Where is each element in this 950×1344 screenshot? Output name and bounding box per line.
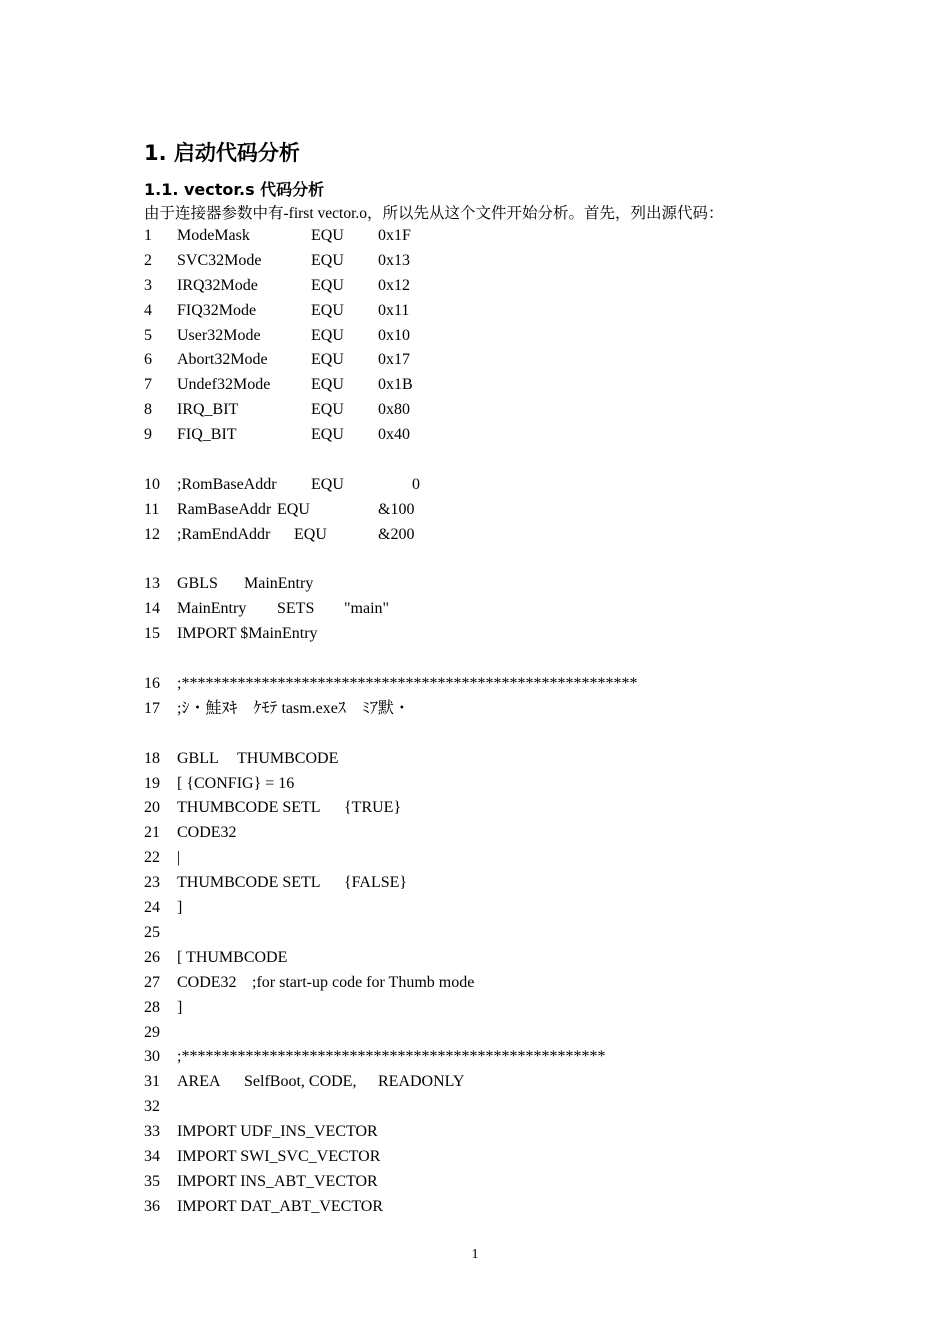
code-token: RamBaseAddr [177, 500, 272, 518]
code-line [144, 1070, 844, 1095]
code-token: MainEntry [244, 575, 314, 593]
code-line [144, 747, 844, 772]
code-token: ;***************************************************** [177, 1048, 606, 1066]
code-line [144, 1195, 844, 1220]
code-line [144, 1120, 844, 1145]
code-token: EQU [311, 426, 344, 444]
line-number: 34 [144, 1147, 160, 1165]
code-token: 0x12 [378, 276, 410, 294]
code-token: GBLL [177, 749, 219, 767]
code-line [144, 523, 844, 548]
code-token: ;********************************************************* [177, 675, 638, 693]
code-line [144, 772, 844, 797]
line-number: 20 [144, 799, 160, 817]
line-number: 4 [144, 301, 152, 319]
code-token: 0x1F [378, 227, 411, 244]
code-token: ] [177, 998, 183, 1016]
code-line [144, 946, 844, 971]
line-number: 16 [144, 675, 160, 693]
code-token: 0x17 [378, 351, 410, 369]
code-line [144, 647, 844, 672]
code-line [144, 921, 844, 946]
code-token: 0x80 [378, 401, 410, 419]
code-token: 0x13 [378, 251, 410, 269]
code-line [144, 423, 844, 448]
code-token: EQU [311, 376, 344, 394]
line-number: 24 [144, 899, 160, 917]
code-line [144, 846, 844, 871]
code-line [144, 348, 844, 373]
code-token: THUMBCODE [237, 749, 339, 767]
code-line [144, 1145, 844, 1170]
line-number: 7 [144, 376, 152, 394]
code-line [144, 1095, 844, 1120]
code-token: EQU [311, 251, 344, 269]
code-token: IMPORT UDF_INS_VECTOR [177, 1123, 378, 1141]
code-token: IMPORT $MainEntry [177, 625, 318, 643]
code-token: READONLY [378, 1073, 465, 1091]
code-line [144, 398, 844, 423]
code-line [144, 473, 844, 498]
code-line [144, 796, 844, 821]
line-number: 1 [144, 227, 152, 244]
line-number: 23 [144, 874, 160, 892]
line-number: 31 [144, 1073, 160, 1091]
page-number: 1 [471, 1247, 479, 1262]
code-line [144, 572, 844, 597]
code-token: THUMBCODE SETL [177, 799, 321, 817]
line-number: 18 [144, 749, 160, 767]
code-token: ;RamEndAddr [177, 525, 271, 543]
line-number: 5 [144, 326, 152, 344]
code-token: EQU [311, 351, 344, 369]
code-line [144, 971, 844, 996]
code-line [144, 274, 844, 299]
code-line [144, 1170, 844, 1195]
code-token: ;for start-up code for Thumb mode [252, 973, 475, 991]
code-token: 0 [412, 475, 420, 493]
code-line [144, 324, 844, 349]
code-token: IMPORT SWI_SVC_VECTOR [177, 1147, 381, 1165]
code-line [144, 299, 844, 324]
code-line [144, 548, 844, 573]
code-line [144, 373, 844, 398]
code-token: IMPORT DAT_ABT_VECTOR [177, 1197, 384, 1215]
code-line [144, 622, 844, 647]
code-line [144, 224, 844, 249]
code-token: SETS [277, 600, 315, 618]
line-number: 2 [144, 251, 152, 269]
code-token: [ THUMBCODE [177, 948, 288, 966]
line-number: 32 [144, 1098, 160, 1116]
code-token: ;ｼ・鮭ﾇｷ ｹﾓﾃ tasm.exeｽ ﾐｱ默・ [177, 699, 410, 717]
code-token: FIQ32Mode [177, 301, 257, 319]
line-number: 28 [144, 998, 160, 1016]
code-token: EQU [311, 227, 344, 244]
code-line [144, 1021, 844, 1046]
code-line [144, 722, 844, 747]
code-token: 0x1B [378, 376, 413, 394]
code-token: IRQ32Mode [177, 276, 258, 294]
line-number: 33 [144, 1123, 160, 1141]
code-token: {FALSE} [344, 874, 408, 892]
line-number: 10 [144, 475, 160, 493]
line-number: 21 [144, 824, 160, 842]
code-line [144, 672, 844, 697]
code-token: Abort32Mode [177, 351, 268, 369]
line-number: 29 [144, 1023, 160, 1041]
code-token: EQU [311, 276, 344, 294]
code-listing [144, 224, 844, 1220]
line-number: 30 [144, 1048, 160, 1066]
line-number: 3 [144, 276, 152, 294]
code-token: EQU [294, 525, 327, 543]
code-token: 0x11 [378, 301, 410, 319]
code-token: EQU [311, 326, 344, 344]
line-number: 6 [144, 351, 152, 369]
code-line [144, 821, 844, 846]
line-number: 8 [144, 401, 152, 419]
code-token: EQU [311, 475, 344, 493]
subsection-heading: 1.1. vector.s 代码分析 [144, 180, 325, 199]
intro-paragraph: 由于连接器参数中有-first vector.o，所以先从这个文件开始分析。首先，列出源代码： [144, 205, 724, 222]
line-number: 15 [144, 625, 160, 643]
code-token: AREA [177, 1073, 221, 1091]
line-number: 35 [144, 1172, 160, 1190]
code-line [144, 448, 844, 473]
code-line [144, 498, 844, 523]
code-line [144, 249, 844, 274]
code-line [144, 697, 844, 722]
code-token: SelfBoot, CODE, [244, 1073, 357, 1091]
line-number: 11 [144, 500, 160, 518]
code-token: &200 [378, 525, 415, 543]
line-number: 9 [144, 426, 152, 444]
code-token: MainEntry [177, 600, 247, 618]
code-token: ;RomBaseAddr [177, 475, 277, 493]
code-line [144, 1045, 844, 1070]
code-token: IMPORT INS_ABT_VECTOR [177, 1172, 378, 1190]
code-token: "main" [344, 600, 390, 618]
code-token: THUMBCODE SETL [177, 874, 321, 892]
code-token: SVC32Mode [177, 251, 262, 269]
line-number: 22 [144, 849, 160, 867]
section-heading: 1. 启动代码分析 [144, 141, 300, 165]
code-token: FIQ_BIT [177, 426, 237, 444]
code-token: [ {CONFIG} = 16 [177, 774, 295, 792]
line-number: 36 [144, 1197, 160, 1215]
line-number: 25 [144, 923, 160, 941]
code-line [144, 871, 844, 896]
code-token: IRQ_BIT [177, 401, 239, 419]
code-token: 0x40 [378, 426, 410, 444]
code-token: ] [177, 899, 183, 917]
line-number: 26 [144, 948, 160, 966]
code-token: CODE32 [177, 824, 237, 842]
code-token: &100 [378, 500, 415, 518]
code-line [144, 996, 844, 1021]
code-token: {TRUE} [344, 799, 402, 817]
code-token: ModeMask [177, 227, 250, 244]
line-number: 19 [144, 774, 160, 792]
code-line [144, 896, 844, 921]
code-line [144, 597, 844, 622]
code-token: Undef32Mode [177, 376, 271, 394]
code-token: EQU [311, 401, 344, 419]
code-token: User32Mode [177, 326, 261, 344]
code-token: GBLS [177, 575, 218, 593]
code-token: EQU [277, 500, 310, 518]
line-number: 12 [144, 525, 160, 543]
line-number: 17 [144, 699, 160, 717]
line-number: 14 [144, 600, 160, 618]
line-number: 27 [144, 973, 160, 991]
code-token: CODE32 [177, 973, 237, 991]
code-token: | [177, 849, 181, 867]
code-token: EQU [311, 301, 344, 319]
code-token: 0x10 [378, 326, 410, 344]
line-number: 13 [144, 575, 160, 593]
